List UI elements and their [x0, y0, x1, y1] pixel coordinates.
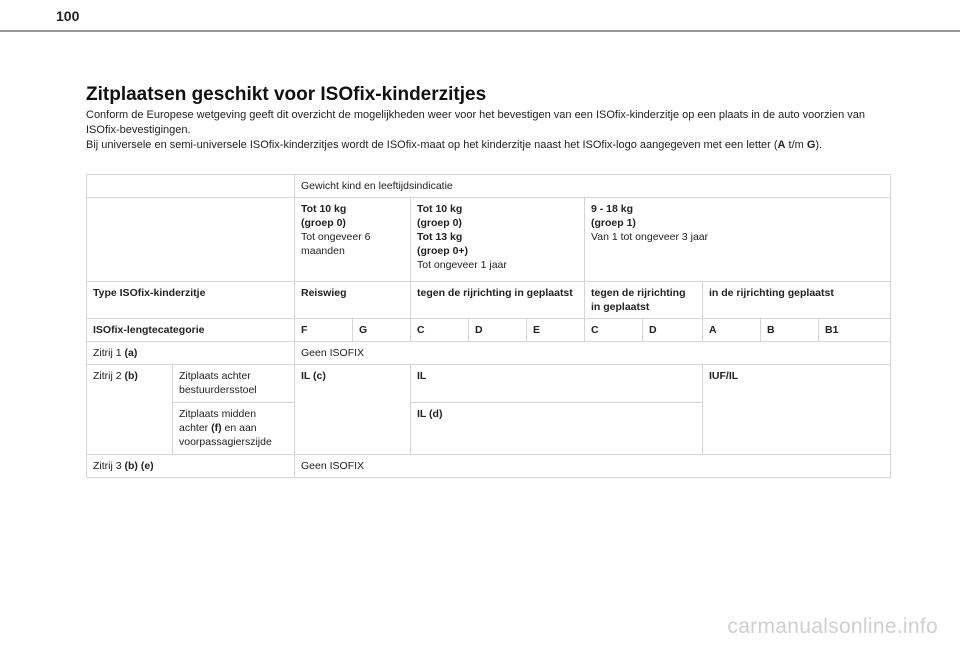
row-2-col-1: IL (c): [295, 365, 411, 455]
group-name: (groep 0+): [417, 245, 469, 257]
isofix-table: [86, 174, 891, 478]
intro-letter-a: A: [777, 139, 786, 151]
size-label: ISOfix-lengtecategorie: [87, 319, 295, 342]
seat-text: en aan voorpassagierszijde: [179, 422, 272, 448]
section-title: Zitplaatsen geschikt voor ISOfix-kinderzitjes: [86, 84, 487, 105]
row-1-value: Geen ISOFIX: [295, 342, 891, 365]
row-2-col-2-seat-1: IL: [411, 365, 703, 403]
header-divider: [0, 30, 960, 32]
size-cell: F: [295, 319, 353, 342]
seat-ref: (f): [211, 422, 222, 434]
group-weight: Tot 13 kg: [417, 231, 463, 243]
row-2-col-2-seat-2: IL (d): [411, 403, 703, 455]
size-cell: A: [703, 319, 761, 342]
group-0plus-cell: [411, 198, 585, 282]
type-cell: tegen de rijrichting in geplaatst: [411, 282, 585, 319]
group-0-cell: [295, 198, 411, 282]
intro-text: [86, 108, 886, 153]
table-cell-empty: [87, 175, 295, 198]
group-name: (groep 0): [301, 217, 346, 229]
size-cell: B1: [819, 319, 891, 342]
intro-paragraph-2: [86, 138, 886, 153]
type-cell: in de rijrichting geplaatst: [703, 282, 891, 319]
group-name: (groep 1): [591, 217, 636, 229]
table-row: [87, 342, 891, 365]
group-1-cell: [585, 198, 891, 282]
group-weight: Tot 10 kg: [417, 203, 463, 215]
table-cell-empty: [87, 198, 295, 282]
intro-text-part: ).: [815, 139, 823, 151]
row-label-text: Zitrij 3: [93, 460, 125, 472]
size-cell: C: [411, 319, 469, 342]
table-row: [87, 175, 891, 198]
page-number: 100: [56, 8, 80, 24]
size-cell: D: [469, 319, 527, 342]
table-row: [87, 319, 891, 342]
size-cell: C: [585, 319, 643, 342]
intro-text-part: t/m: [785, 139, 807, 151]
row-label-text: Zitrij 1: [93, 347, 125, 359]
size-cell: D: [643, 319, 703, 342]
type-label: Type ISOfix-kinderzitje: [87, 282, 295, 319]
type-cell: tegen de rijrichting in geplaatst: [585, 282, 703, 319]
row-label-ref: (b) (e): [124, 460, 154, 472]
row-2-seat-2: [173, 403, 295, 455]
watermark-text: carmanualsonline.info: [727, 615, 938, 638]
group-age: Van 1 tot ongeveer 3 jaar: [591, 231, 709, 243]
intro-paragraph-1: Conform de Europese wetgeving geeft dit overzicht de mogelijkheden weer voor het bevestigen van een ISOfix-kinderzitje op een plaats in de auto voorzien van ISOfix-bevestigingen.: [86, 109, 866, 136]
row-2-col-3: IUF/IL: [703, 365, 891, 455]
size-cell: B: [761, 319, 819, 342]
intro-text-part: Bij universele en semi-universele ISOfix-kinderzitjes wordt de ISOfix-maat op het kinderzitje naast het ISOfix-logo aangegeven met een letter (: [86, 139, 778, 151]
row-2-seat-1: Zitplaats achter bestuurdersstoel: [173, 365, 295, 403]
row-1-label: [87, 342, 295, 365]
table-row: [87, 365, 891, 403]
size-cell: E: [527, 319, 585, 342]
row-label-ref: (a): [124, 347, 138, 359]
group-age: Tot ongeveer 6 maanden: [301, 231, 371, 257]
row-3-value: Geen ISOFIX: [295, 455, 891, 478]
seat-text: Zitplaats midden achter: [179, 408, 257, 434]
table-row: [87, 455, 891, 478]
row-3-label: [87, 455, 295, 478]
weight-header: Gewicht kind en leeftijdsindicatie: [295, 175, 891, 198]
row-label-text: Zitrij 2: [93, 370, 125, 382]
group-name: (groep 0): [417, 217, 462, 229]
table-row: [87, 198, 891, 282]
intro-letter-g: G: [806, 139, 816, 151]
group-weight: Tot 10 kg: [301, 203, 347, 215]
table-row: [87, 282, 891, 319]
group-weight: 9 - 18 kg: [591, 203, 634, 215]
row-2-label: [87, 365, 173, 455]
row-label-ref: (b): [124, 370, 138, 382]
group-age: Tot ongeveer 1 jaar: [417, 259, 507, 271]
type-cell: Reiswieg: [295, 282, 411, 319]
size-cell: G: [353, 319, 411, 342]
